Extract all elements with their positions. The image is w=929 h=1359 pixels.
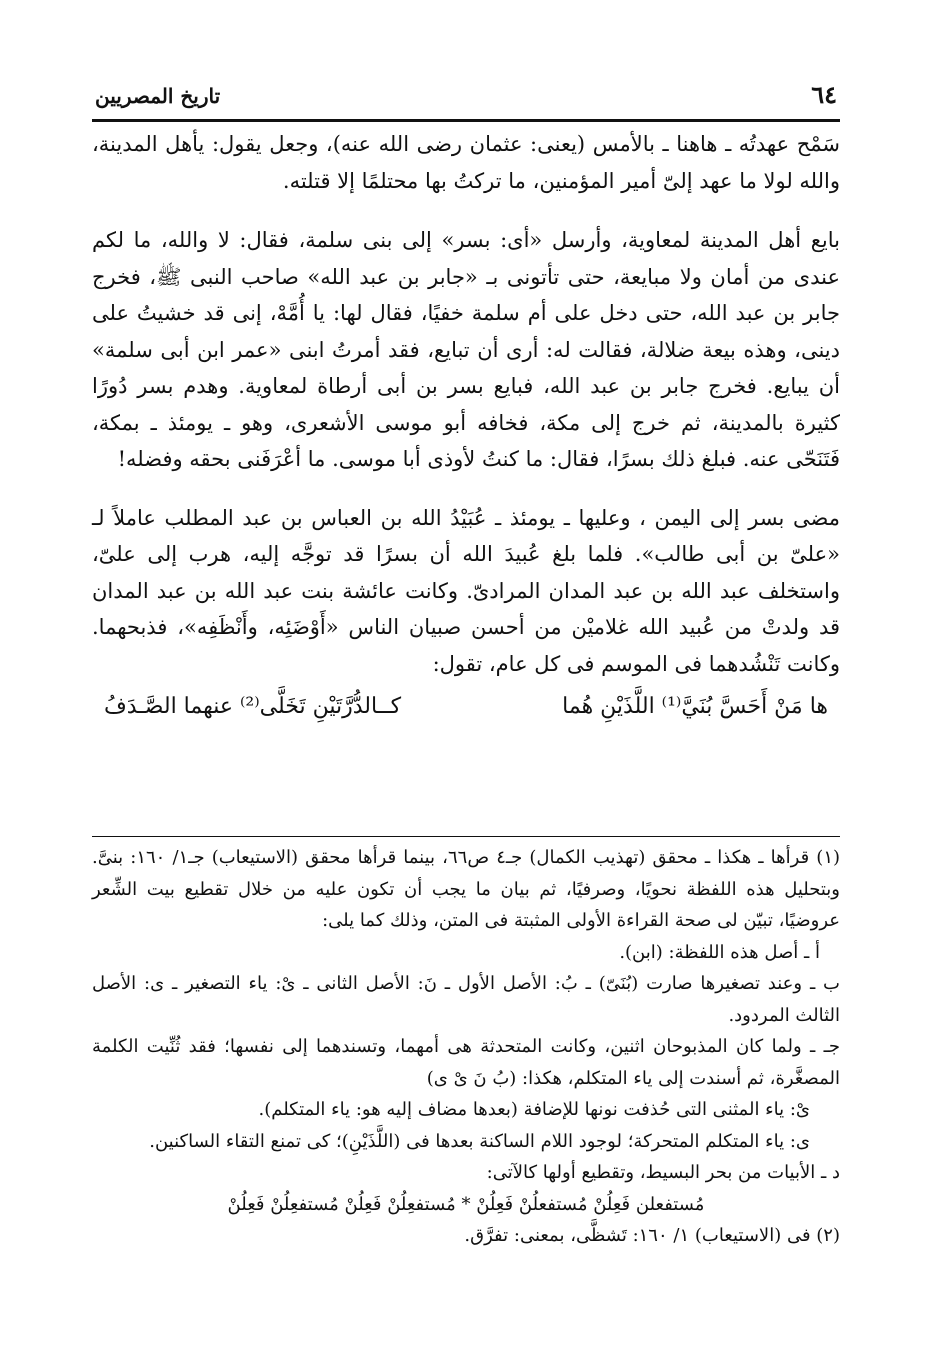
footnote-scansion: مُستفعلن فَعِلُنْ مُستفعلُنْ فَعِلُنْ * مُستفعِلُنْ فَعِلُنْ مُستفعِلُنْ فَعِلُنْ (227, 1193, 705, 1215)
paragraph: سَمْح عهدتُه ـ هاهنا ـ بالأمس (يعنى: عثمان رضى الله عنه)، وجعل يقول: يأهل المدينة، والله لولا ما عهد إلىّ أمير المؤمنين، ما تركتُ بها محتلمًا إلا قتلته. (92, 132, 840, 193)
footnote-line: ى: ياء المتكلم المتحركة؛ لوجود اللام الساكنة بعدها فى (اللَّذَيْنِ)؛ كى تمنع التقاء الساكنين. (149, 1130, 810, 1152)
verse-hemistich-second: كــالدُّرَّتَيْنِ تَخَلَّى⁽²⁾ عنهما الصَّـدَفُ (104, 694, 402, 719)
footnote-line: ب ـ وعند تصغيرها صارت (بُنَىّ) ـ بُ: الأصل الأول ـ نَ: الأصل الثانى ـ ىْ: ياء التصغير ـ ى: الأصل الثالث المردود. (92, 973, 840, 1026)
running-title: تاريخ المصريين (95, 84, 221, 108)
main-text (92, 126, 840, 726)
footnote-line: أ ـ أصل هذه اللفظة: (ابن). (619, 941, 820, 963)
verse-hemistich-first: ها مَنْ أَحَسَّ بُنَيَّ⁽¹⁾ اللَّذَيْنِ هُما (562, 694, 828, 719)
footnotes (92, 842, 840, 1252)
footnote-rule (92, 836, 840, 837)
footnote-1: (١) قرأها ـ هكذا ـ محقق (تهذيب الكمال) جـ٤ ص٦٦، بينما قرأها محقق (الاستيعاب) جـ١/ ١٦٠: بنىَّ. وبتحليل هذه اللفظة نحويًا، وصرفيًا، ثم بيان ما يجب أن تكون عليه من خلال تقطيع بيت الشِّعر عروضيًا، تبيّن لى صحة القراءة الأولى المثبتة فى المتن، وذلك كما يلى: (92, 847, 841, 931)
poem-verse (92, 688, 840, 726)
header-rule (92, 119, 840, 122)
footnote-line: د ـ الأبيات من بحر البسيط، وتقطيع أولها كالآتى: (486, 1162, 840, 1183)
paragraph: مضى بسر إلى اليمن ، وعليها ـ يومئذ ـ عُبَيْدُ الله بن العباس بن عبد المطلب عاملاً لـ «علىّ بن أبى طالب». فلما بلغ عُبيدَ الله أن بسرًا قد توجَّه إليه، هرب إلى علىّ، واستخلف عبد الله بن عبد المدان المرادىّ. وكانت عائشة بنت عبد الله بن عبد المدان قد ولدتْ من عُبيد الله غلاميْن من أحسن صبيان الناس «أَوْضَئِه، وأَنْظَفِه»، فذبحهما. وكانت تَنْشُدهما فى الموسم فى كل عام، تقول: (92, 505, 840, 676)
footnote-2: (٢) فى (الاستيعاب) ١/ ١٦٠: تَشظَّى، بمعنى: تفرَّق. (464, 1225, 840, 1246)
page-number: ٦٤ (811, 80, 837, 109)
footnote-line: جـ ـ ولما كان المذبوحان اثنين، وكانت المتحدثة هى أمهما، وتسندهما إلى نفسها؛ فقد ثُنِّيت الكلمة المصغَّرة، ثم أسندت إلى ياء المتكلم، هكذا: (بُ نَ ىْ ى) (92, 1036, 840, 1089)
paragraph: بايع أهل المدينة لمعاوية، وأرسل «أى: بسر» إلى بنى سلمة، فقال: لا والله، ما لكم عندى من أمان ولا مبايعة، حتى تأتونى بـ «جابر بن عبد الله» صاحب النبى ﷺ، فخرج جابر بن عبد الله، حتى دخل على أم سلمة خفيًا، فقال لها: يا أُمَّهْ، إنى قد خشيتُ على دينى، وهذه بيعة ضلالة، فقالت له: أرى أن تبايع، فقد أمرتُ ابنى «عمر ابن أبى سلمة» أن يبايع. فخرج جابر بن عبد الله، فبايع بسر بن أبى أرطاة لمعاوية. وهدم بسر دُورًا كثيرة بالمدينة، ثم خرج إلى مكة، فخافه أبو موسى الأشعرى، وهو ـ يومئذ ـ بمكة، فَتَنَحّى عنه. فبلغ ذلك بسرًا، فقال: ما كنتُ لأوذى أبا موسى. ما أعْرَفَنى بحقه وفضله! (92, 228, 840, 471)
page-header (95, 80, 837, 116)
footnote-line: ىْ: ياء المثنى التى حُذفت نونها للإضافة (بعدها مضاف إليه هو: ياء المتكلم). (258, 1099, 810, 1120)
